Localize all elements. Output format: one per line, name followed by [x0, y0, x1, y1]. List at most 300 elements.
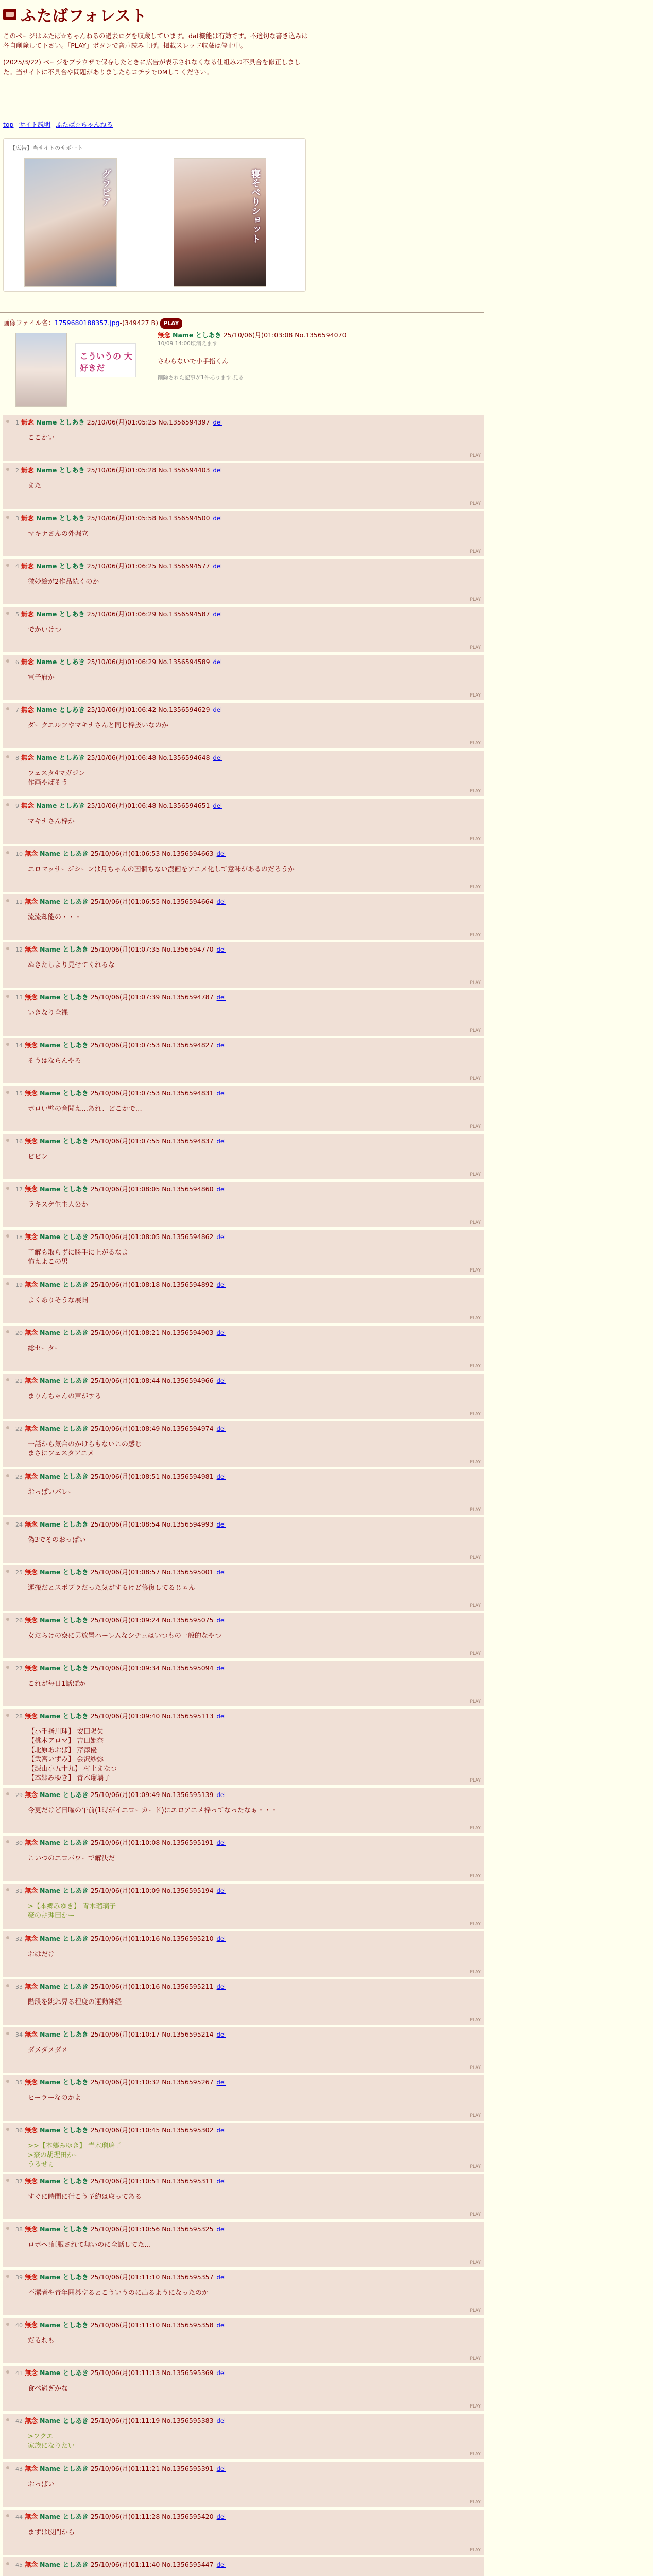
reply-name: Name としあき	[39, 2225, 89, 2233]
reply-body: ビビン	[28, 1153, 48, 1161]
del-link[interactable]: del	[216, 1425, 226, 1432]
del-link[interactable]: del	[216, 1887, 226, 1894]
del-link[interactable]: del	[216, 2079, 226, 2086]
reply-subject: 無念	[21, 706, 34, 714]
del-link[interactable]: del	[213, 706, 222, 714]
reply-post	[3, 2270, 484, 2315]
del-link[interactable]: del	[216, 2513, 226, 2520]
reply-body: 不潔者や青年囲碁するとこういうのに出るようになったのか	[28, 2289, 209, 2297]
op-subject: 無念	[158, 331, 171, 339]
reply-play-button[interactable]: PLAY	[470, 1028, 481, 1033]
del-link[interactable]: del	[216, 1791, 226, 1799]
reply-post-number: No.1356595391	[162, 2465, 214, 2472]
reply-post	[3, 2414, 484, 2459]
reply-marker-icon	[6, 1330, 9, 1333]
reply-number: 10	[15, 851, 23, 857]
del-link[interactable]: del	[216, 2465, 226, 2472]
reply-time: 25/10/06(月)01:06:53	[90, 850, 160, 857]
reply-post-number: No.1356594903	[162, 1329, 214, 1336]
nav-explain-link[interactable]: サイト説明	[19, 121, 51, 128]
reply-body: ラキスケ生主人公か	[28, 1201, 88, 1209]
reply-marker-icon	[6, 947, 9, 950]
reply-list	[3, 415, 484, 2576]
reply-name: Name としあき	[36, 802, 85, 809]
reply-time: 25/10/06(月)01:11:13	[90, 2369, 160, 2377]
reply-play-button[interactable]: PLAY	[470, 1874, 481, 1879]
reply-time: 25/10/06(月)01:06:29	[87, 658, 157, 666]
del-link[interactable]: del	[213, 419, 222, 426]
op-post	[3, 318, 477, 381]
reply-name: Name としあき	[36, 658, 85, 666]
reply-marker-icon	[6, 1091, 9, 1094]
reply-play-button[interactable]: PLAY	[470, 1699, 481, 1704]
del-link[interactable]: del	[213, 563, 222, 570]
reply-play-button[interactable]: PLAY	[470, 597, 481, 602]
reply-number: 39	[15, 2274, 23, 2281]
del-link[interactable]: del	[216, 2369, 226, 2377]
reply-marker-icon	[6, 564, 9, 567]
del-link[interactable]: del	[216, 1935, 226, 1942]
reply-number: 41	[15, 2370, 23, 2377]
reply-number: 14	[15, 1042, 23, 1049]
reply-number: 3	[15, 515, 19, 522]
reply-play-button[interactable]: PLAY	[470, 2113, 481, 2119]
del-link[interactable]: del	[216, 1521, 226, 1528]
reply-marker-icon	[6, 2323, 9, 2326]
del-link[interactable]: del	[216, 994, 226, 1001]
reply-play-button[interactable]: PLAY	[470, 2260, 481, 2265]
reply-post-number: No.1356595214	[162, 2030, 214, 2038]
reply-post	[3, 2510, 484, 2555]
reply-subject: 無念	[24, 1425, 38, 1432]
reply-play-button[interactable]: PLAY	[470, 2018, 481, 2023]
del-link[interactable]: del	[216, 1665, 226, 1672]
reply-body: そうはならんやろ	[28, 1057, 82, 1065]
del-link[interactable]: del	[216, 2561, 226, 2568]
reply-name: Name としあき	[39, 2273, 89, 2281]
reply-marker-icon	[6, 2080, 9, 2083]
reply-time: 25/10/06(月)01:07:35	[90, 945, 160, 953]
reply-body: 総セーター	[28, 1345, 61, 1352]
op-thumbnail[interactable]	[15, 333, 67, 407]
reply-play-button[interactable]: PLAY	[470, 2356, 481, 2361]
reply-marker-icon	[6, 1792, 9, 1795]
reply-subject: 無念	[24, 1839, 38, 1846]
del-link[interactable]: del	[213, 515, 222, 522]
reply-marker-icon	[6, 420, 9, 423]
reply-play-button[interactable]: PLAY	[470, 2548, 481, 2553]
reply-body: マキナさん枠か	[28, 818, 75, 825]
reply-post	[3, 2366, 484, 2411]
reply-post	[3, 1613, 484, 1658]
op-thumbnail-text-box	[75, 343, 136, 377]
reply-subject: 無念	[24, 993, 38, 1001]
reply-play-button[interactable]: PLAY	[470, 2500, 481, 2505]
reply-play-button[interactable]: PLAY	[470, 1970, 481, 1975]
reply-number: 23	[15, 1473, 23, 1480]
del-link[interactable]: del	[216, 898, 226, 905]
reply-subject: 無念	[24, 1185, 38, 1193]
reply-post	[3, 1836, 484, 1881]
reply-number: 44	[15, 2514, 23, 2520]
reply-marker-icon	[6, 2275, 9, 2278]
reply-time: 25/10/06(月)01:08:44	[90, 1377, 160, 1384]
intro-text	[3, 31, 312, 83]
reply-marker-icon	[6, 899, 9, 902]
reply-marker-icon	[6, 707, 9, 710]
del-link[interactable]: del	[216, 850, 226, 857]
reply-post	[3, 1979, 484, 2025]
reply-number: 1	[15, 419, 19, 426]
reply-post-number: No.1356594831	[162, 1089, 214, 1097]
reply-number: 36	[15, 2127, 23, 2134]
reply-marker-icon	[6, 1282, 9, 1285]
reply-play-button[interactable]: PLAY	[470, 501, 481, 506]
reply-play-button[interactable]: PLAY	[470, 1076, 481, 1081]
reply-body: 流流却能の・・・	[28, 913, 82, 921]
del-link[interactable]: del	[216, 2178, 226, 2185]
reply-number: 26	[15, 1617, 23, 1624]
reply-play-button[interactable]: PLAY	[470, 1826, 481, 1831]
del-link[interactable]: del	[216, 1138, 226, 1145]
reply-post-number: No.1356594397	[158, 418, 210, 426]
reply-post	[3, 463, 484, 509]
del-link[interactable]: del	[216, 1617, 226, 1624]
reply-play-button[interactable]: PLAY	[470, 1316, 481, 1321]
reply-post-number: No.1356595311	[162, 2177, 214, 2185]
reply-marker-icon	[6, 2562, 9, 2565]
del-link[interactable]: del	[216, 1042, 226, 1049]
reply-name: Name としあき	[39, 1712, 89, 1720]
reply-time: 25/10/06(月)01:10:08	[90, 1839, 160, 1846]
del-link[interactable]: del	[216, 1839, 226, 1846]
reply-subject: 無念	[24, 2078, 38, 2086]
site-header	[3, 3, 147, 26]
reply-number: 11	[15, 899, 23, 905]
reply-post-number: No.1356595325	[162, 2225, 214, 2233]
ad-label: 【広告】当サイトのサポート	[10, 145, 83, 151]
reply-time: 25/10/06(月)01:10:45	[90, 2126, 160, 2134]
reply-subject: 無念	[24, 1233, 38, 1241]
reply-post-number: No.1356594862	[162, 1233, 214, 1241]
del-link[interactable]: del	[216, 2274, 226, 2281]
reply-number: 4	[15, 563, 19, 570]
reply-play-button[interactable]: PLAY	[470, 1412, 481, 1417]
reply-play-button[interactable]: PLAY	[470, 2404, 481, 2409]
reply-play-button[interactable]: PLAY	[470, 1507, 481, 1513]
reply-number: 18	[15, 1234, 23, 1241]
reply-play-button[interactable]: PLAY	[470, 1268, 481, 1273]
reply-body: 食べ過ぎかな	[28, 2385, 68, 2393]
del-link[interactable]: del	[213, 611, 222, 618]
ad-image-1[interactable]	[24, 158, 117, 287]
reply-play-button[interactable]: PLAY	[470, 645, 481, 650]
reply-play-button[interactable]: PLAY	[470, 1172, 481, 1177]
reply-post	[3, 1931, 484, 1977]
reply-marker-icon	[6, 2466, 9, 2469]
del-link[interactable]: del	[216, 2031, 226, 2038]
reply-post-number: No.1356595383	[162, 2417, 214, 2425]
reply-marker-icon	[6, 2227, 9, 2230]
op-deletion-notice: 10/09 14:00頃消えます	[158, 341, 218, 347]
op-thumbnail-text: こういうの 大好きだ	[80, 351, 132, 373]
reply-play-button[interactable]: PLAY	[470, 2452, 481, 2457]
del-link[interactable]: del	[216, 946, 226, 953]
reply-number: 35	[15, 2079, 23, 2086]
ad-banner	[3, 138, 306, 292]
reply-marker-icon	[6, 1840, 9, 1843]
op-play-button[interactable]: PLAY	[160, 318, 182, 329]
reply-post-number: No.1356594827	[162, 1041, 214, 1049]
reply-body: ロボへ!征服されて無いのに全話してた…	[28, 2241, 151, 2249]
reply-time: 25/10/06(月)01:07:53	[90, 1089, 160, 1097]
reply-post-number: No.1356595139	[162, 1791, 214, 1799]
reply-number: 38	[15, 2226, 23, 2233]
del-link[interactable]: del	[216, 1377, 226, 1384]
reply-post-number: No.1356595113	[162, 1712, 214, 1720]
site-title: ふたばフォレスト	[21, 7, 147, 25]
del-link[interactable]: del	[216, 1473, 226, 1480]
reply-marker-icon	[6, 2032, 9, 2035]
reply-play-button[interactable]: PLAY	[470, 1124, 481, 1129]
reply-name: Name としあき	[39, 1839, 89, 1846]
nav-futaba-link[interactable]: ふたば☆ちゃんねる	[56, 121, 113, 128]
reply-name: Name としあき	[39, 2078, 89, 2086]
reply-subject: 無念	[24, 1712, 38, 1720]
reply-post	[3, 1469, 484, 1515]
reply-number: 33	[15, 1984, 23, 1990]
reply-number: 8	[15, 755, 19, 761]
reply-play-button[interactable]: PLAY	[470, 1555, 481, 1561]
reply-marker-icon	[6, 755, 9, 758]
reply-post	[3, 751, 484, 796]
reply-play-button[interactable]: PLAY	[470, 549, 481, 554]
del-link[interactable]: del	[216, 1713, 226, 1720]
reply-play-button[interactable]: PLAY	[470, 933, 481, 938]
del-link[interactable]: del	[216, 2226, 226, 2233]
ad-image-1-text: グラビア	[100, 169, 111, 206]
reply-number: 32	[15, 1936, 23, 1942]
reply-subject: 無念	[21, 754, 34, 761]
reply-marker-icon	[6, 2514, 9, 2517]
reply-post	[3, 607, 484, 652]
reply-time: 25/10/06(月)01:06:25	[87, 562, 157, 570]
ad-image-2[interactable]	[174, 158, 266, 287]
del-link[interactable]: del	[213, 467, 222, 474]
reply-post-number: No.1356594981	[162, 1472, 214, 1480]
reply-body: ダークエルフやマキナさんと同じ枠扱いなのか	[28, 722, 168, 730]
reply-post	[3, 415, 484, 461]
del-link[interactable]: del	[216, 2127, 226, 2134]
reply-name: Name としあき	[39, 993, 89, 1001]
reply-body: 電子府か	[28, 674, 55, 682]
reply-post-number: No.1356594787	[162, 993, 214, 1001]
reply-name: Name としあき	[39, 1185, 89, 1193]
reply-number: 24	[15, 1521, 23, 1528]
reply-body: ぬきたしより見せてくれるな	[28, 961, 115, 969]
reply-marker-icon	[6, 1234, 9, 1238]
reply-name: Name としあき	[39, 2369, 89, 2377]
reply-marker-icon	[6, 516, 9, 519]
reply-number: 34	[15, 2031, 23, 2038]
reply-name: Name としあき	[39, 2465, 89, 2472]
reply-marker-icon	[6, 2179, 9, 2182]
reply-number: 7	[15, 707, 19, 714]
reply-body: 女だらけの寮に男放置ハーレムなシチュはいつもの一般的なやつ	[28, 1632, 221, 1640]
reply-time: 25/10/06(月)01:06:42	[87, 706, 157, 714]
reply-play-button[interactable]: PLAY	[470, 2164, 481, 2170]
reply-time: 25/10/06(月)01:06:55	[90, 897, 160, 905]
op-deleted-note[interactable]: 削除された記事が1件あります.見る	[158, 375, 244, 381]
del-link[interactable]: del	[216, 1329, 226, 1336]
reply-subject: 無念	[24, 897, 38, 905]
del-link[interactable]: del	[216, 1569, 226, 1576]
op-filename-link[interactable]: 1759680188357.jpg	[54, 319, 120, 327]
reply-name: Name としあき	[39, 945, 89, 953]
reply-name: Name としあき	[39, 1329, 89, 1336]
reply-play-button[interactable]: PLAY	[470, 2065, 481, 2071]
reply-post	[3, 2222, 484, 2267]
reply-subject: 無念	[24, 1377, 38, 1384]
reply-number: 40	[15, 2322, 23, 2329]
reply-play-button[interactable]: PLAY	[470, 837, 481, 842]
reply-play-button[interactable]: PLAY	[470, 693, 481, 698]
reply-post-number: No.1356594648	[158, 754, 210, 761]
reply-body: ヒーラーなのかよ	[28, 2094, 81, 2102]
reply-body: でかいけつ	[28, 626, 62, 634]
reply-post	[3, 1326, 484, 1371]
reply-play-button[interactable]: PLAY	[470, 980, 481, 986]
reply-play-button[interactable]: PLAY	[470, 789, 481, 794]
reply-body: いきなり全裸	[28, 1009, 68, 1017]
nav-top-link[interactable]: top	[3, 121, 14, 128]
reply-name: Name としあき	[39, 2417, 89, 2425]
del-link[interactable]: del	[216, 2417, 226, 2425]
reply-post	[3, 2462, 484, 2507]
reply-subject: 無念	[24, 2177, 38, 2185]
reply-play-button[interactable]: PLAY	[470, 1460, 481, 1465]
reply-body: よくありそうな展開	[28, 1297, 89, 1304]
del-link[interactable]: del	[216, 1983, 226, 1990]
reply-play-button[interactable]: PLAY	[470, 741, 481, 746]
reply-post	[3, 655, 484, 700]
reply-subject: 無念	[24, 1982, 38, 1990]
reply-play-button[interactable]: PLAY	[470, 1778, 481, 1783]
reply-body: >>【本郷みゆき】 青木瑠璃子 >豪の胡理田かー うるせぇ	[28, 2142, 122, 2168]
reply-body: 微妙絵が2作品続くのか	[28, 578, 99, 586]
reply-number: 12	[15, 946, 23, 953]
op-filename-label: 画像ファイル名：	[3, 319, 55, 327]
reply-post-number: No.1356595194	[162, 1887, 214, 1894]
del-link[interactable]: del	[216, 1281, 226, 1289]
reply-time: 25/10/06(月)01:11:10	[90, 2321, 160, 2329]
reply-play-button[interactable]: PLAY	[470, 885, 481, 890]
ad-image-2-text: 寝そべりショット	[250, 169, 261, 243]
reply-time: 25/10/06(月)01:10:09	[90, 1887, 160, 1894]
reply-post-number: No.1356595267	[162, 2078, 214, 2086]
reply-marker-icon	[6, 1378, 9, 1381]
reply-time: 25/10/06(月)01:10:16	[90, 1982, 160, 1990]
reply-post-number: No.1356595357	[162, 2273, 214, 2281]
del-link[interactable]: del	[216, 1090, 226, 1097]
reply-number: 17	[15, 1186, 23, 1193]
reply-play-button[interactable]: PLAY	[470, 1603, 481, 1608]
reply-name: Name としあき	[39, 1137, 89, 1145]
reply-number: 9	[15, 803, 19, 809]
reply-play-button[interactable]: PLAY	[470, 1364, 481, 1369]
reply-number: 6	[15, 659, 19, 666]
reply-play-button[interactable]: PLAY	[470, 2212, 481, 2217]
reply-post-number: No.1356594403	[158, 466, 210, 474]
reply-post	[3, 559, 484, 604]
reply-number: 37	[15, 2178, 23, 2185]
reply-subject: 無念	[24, 1472, 38, 1480]
reply-play-button[interactable]: PLAY	[470, 2308, 481, 2313]
reply-name: Name としあき	[39, 2126, 89, 2134]
reply-body: >フクエ 家族になりたい	[28, 2433, 75, 2450]
del-link[interactable]: del	[213, 802, 222, 809]
reply-body: おっぱい	[28, 2481, 55, 2488]
reply-play-button[interactable]: PLAY	[470, 1220, 481, 1225]
del-link[interactable]: del	[213, 754, 222, 761]
reply-post	[3, 1517, 484, 1563]
reply-post-number: No.1356595075	[162, 1616, 214, 1624]
reply-name: Name としあき	[39, 1568, 89, 1576]
reply-time: 25/10/06(月)01:07:53	[90, 1041, 160, 1049]
del-link[interactable]: del	[216, 1233, 226, 1241]
reply-marker-icon	[6, 468, 9, 471]
reply-play-button[interactable]: PLAY	[470, 1922, 481, 1927]
reply-post	[3, 1182, 484, 1227]
reply-time: 25/10/06(月)01:08:49	[90, 1425, 160, 1432]
reply-subject: 無念	[24, 2321, 38, 2329]
reply-post	[3, 2075, 484, 2121]
reply-name: Name としあき	[36, 610, 85, 618]
reply-post-number: No.1356594892	[162, 1281, 214, 1289]
reply-post-number: No.1356594974	[162, 1425, 214, 1432]
del-link[interactable]: del	[216, 1185, 226, 1193]
reply-post	[3, 2174, 484, 2219]
reply-post-number: No.1356594587	[158, 610, 210, 618]
reply-body: こいつのエロパワーで解決だ	[28, 1855, 115, 1862]
reply-body: ここかい	[28, 434, 55, 442]
reply-post-number: No.1356595369	[162, 2369, 214, 2377]
reply-post	[3, 1134, 484, 1179]
reply-marker-icon	[6, 1888, 9, 1891]
reply-time: 25/10/06(月)01:05:58	[87, 514, 157, 522]
reply-time: 25/10/06(月)01:11:40	[90, 2561, 160, 2568]
del-link[interactable]: del	[213, 658, 222, 666]
reply-body: だるれも	[28, 2337, 55, 2345]
reply-number: 31	[15, 1888, 23, 1894]
reply-marker-icon	[6, 1474, 9, 1477]
op-filesize: -(349427 B)	[119, 319, 158, 327]
reply-marker-icon	[6, 1043, 9, 1046]
reply-number: 42	[15, 2418, 23, 2425]
reply-subject: 無念	[24, 850, 38, 857]
reply-body: おはだけ	[28, 1951, 55, 1958]
op-name: Name としあき	[173, 331, 221, 339]
del-link[interactable]: del	[216, 2321, 226, 2329]
reply-subject: 無念	[21, 514, 34, 522]
reply-post	[3, 1230, 484, 1275]
reply-subject: 無念	[24, 2417, 38, 2425]
reply-play-button[interactable]: PLAY	[470, 1651, 481, 1656]
reply-play-button[interactable]: PLAY	[470, 453, 481, 459]
reply-name: Name としあき	[39, 1377, 89, 1384]
reply-post-number: No.1356594500	[158, 514, 210, 522]
reply-marker-icon	[6, 1139, 9, 1142]
